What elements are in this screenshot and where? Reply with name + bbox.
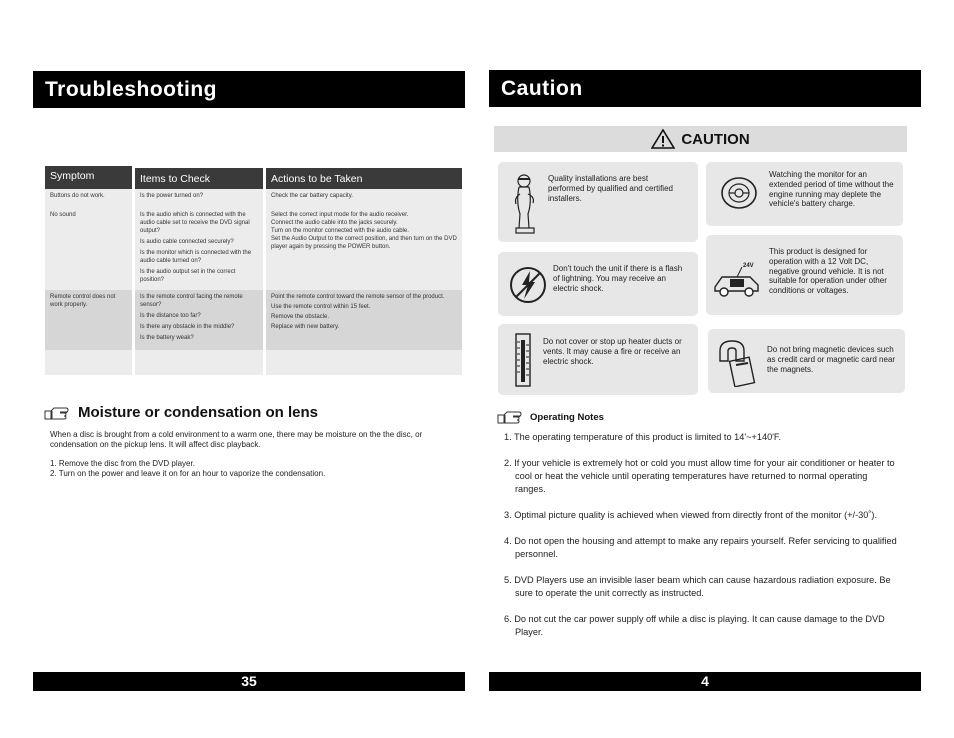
voltage-label: 24V <box>743 263 754 269</box>
action-item: Select the correct input mode for the audio receiver. <box>271 212 409 218</box>
check-item: Is the monitor which is connected with the audio cable turned on? <box>140 250 252 264</box>
thermometer-icon <box>514 332 532 388</box>
caution-label: CAUTION <box>681 130 750 148</box>
page-number: 35 <box>241 673 257 689</box>
no-lightning-icon <box>508 265 548 305</box>
caution-text: Quality installations are best performed by qualified and certified installers. <box>548 174 673 203</box>
table-row <box>45 189 462 208</box>
empty-cell <box>135 350 263 375</box>
empty-cell <box>45 350 132 375</box>
operating-notes-title: Operating Notes <box>530 411 604 423</box>
moisture-heading <box>44 404 318 421</box>
symptom-cell: No sound <box>45 208 132 290</box>
column-header-symptom: Symptom <box>45 166 132 189</box>
caution-header <box>489 70 921 107</box>
action-item: Point the remote control toward the remote sensor of the product. <box>271 294 445 300</box>
check-item: Is the distance too far? <box>140 313 201 319</box>
caution-text: Do not cover or stop up heater ducts or vents. It may cause a fire or receive an electric shock. <box>543 337 682 366</box>
actions-cell <box>266 208 462 290</box>
page-title: Caution <box>501 77 583 100</box>
column-header-checks: Items to Check <box>135 168 263 189</box>
pointing-hand-icon <box>497 409 527 425</box>
action-item: Connect the audio cable into the jacks securely. <box>271 220 398 226</box>
moisture-title: Moisture or condensation on lens <box>78 404 319 421</box>
caution-text: Do not bring magnetic devices such as credit card or magnetic card near the magnets. <box>767 345 896 374</box>
actions-cell <box>266 290 462 350</box>
check-item: Is the power turned on? <box>140 193 204 199</box>
caution-text: Don't touch the unit if there is a flash of lightning. You may receive an electric shock. <box>553 264 683 293</box>
check-item: Is there any obstacle in the middle? <box>140 324 235 330</box>
action-item: Set the Audio Output to the correct position, and then turn on the DVD player again by pressing the POWER button. <box>271 236 457 250</box>
list-item: 2. If your vehicle is extremely hot or cold you must allow time for your air conditioner or heater to cool or heat the vehicle until operating temperatures have returned to normal operating ranges. <box>504 458 895 494</box>
action-item: Remove the obstacle. <box>271 314 330 320</box>
installer-figure-icon <box>510 172 540 234</box>
caution-card-battery <box>706 162 903 226</box>
checks-cell <box>135 189 263 208</box>
list-item: 4. Do not open the housing and attempt to make any repairs yourself. Refer servicing to qualified personnel. <box>504 536 897 559</box>
caution-card-lightning <box>498 252 698 316</box>
check-item: Is the audio which is connected with the audio cable set to receive the DVD signal output? <box>140 212 250 234</box>
moisture-body <box>50 430 450 478</box>
action-item: Use the remote control within 15 feet. <box>271 304 371 310</box>
actions-cell <box>266 189 462 208</box>
list-item: 6. Do not cut the car power supply off while a disc is playing. It can cause damage to the DVD Player. <box>504 614 885 637</box>
check-item: Is the remote control facing the remote sensor? <box>140 294 243 308</box>
operating-notes-heading <box>497 409 604 425</box>
operating-notes-list <box>504 431 899 652</box>
page-number: 4 <box>701 673 709 689</box>
action-item: Check the car battery capacity. <box>271 193 353 199</box>
caution-text: Watching the monitor for an extended period of time without the engine running may deplete the vehicle's battery charge. <box>769 170 894 209</box>
moisture-step: 2. Turn on the power and leave it on for an hour to vaporize the condensation. <box>50 468 326 478</box>
column-header-actions: Actions to be Taken <box>266 168 462 189</box>
page-title: Troubleshooting <box>45 78 217 101</box>
steering-wheel-icon <box>718 172 760 214</box>
action-item: Turn on the monitor connected with the audio cable. <box>271 228 409 234</box>
checks-cell <box>135 290 263 350</box>
car-battery-icon <box>712 257 762 299</box>
check-item: Is the audio output set in the correct position? <box>140 269 236 283</box>
table-row <box>45 290 462 350</box>
troubleshooting-table <box>45 166 462 375</box>
caution-card-magnets <box>708 329 905 393</box>
magnetic-card-icon <box>714 335 758 387</box>
table-header <box>45 166 462 189</box>
symptom-cell: Buttons do not work. <box>45 189 132 208</box>
pointing-hand-icon <box>44 405 74 421</box>
table-row <box>45 208 462 290</box>
caution-text: This product is designed for operation with a 12 Volt DC, negative ground vehicle. It is not suitable for operation under other conditions or voltages. <box>769 247 887 296</box>
moisture-intro: When a disc is brought from a cold environment to a warm one, there may be moisture on the the disc, or condensation on the pickup lens. It will affect disc playback. <box>50 430 423 449</box>
checks-cell <box>135 208 263 290</box>
action-item: Replace with new battery. <box>271 324 340 330</box>
check-item: Is audio cable connected securely? <box>140 239 234 245</box>
moisture-step: 1. Remove the disc from the DVD player. <box>50 459 195 468</box>
symptom-cell: Remote control does not work properly. <box>45 290 132 350</box>
caution-card-heater <box>498 324 698 395</box>
list-item: 1. The operating temperature of this product is limited to 14'~+140'F. <box>504 432 782 442</box>
list-item: 5. DVD Players use an invisible laser beam which can cause hazardous radiation exposure. Be sure to operate the unit correctly as instructed. <box>504 575 891 598</box>
caution-card-voltage <box>706 235 903 315</box>
page-number-bar <box>489 672 921 691</box>
caution-card-installers <box>498 162 698 242</box>
caution-banner <box>494 126 907 152</box>
page-number-bar <box>33 672 465 691</box>
troubleshooting-header <box>33 71 465 108</box>
empty-cell <box>266 350 462 375</box>
table-row-empty <box>45 350 462 375</box>
check-item: Is the battery weak? <box>140 335 194 341</box>
list-item: 3. Optimal picture quality is achieved when viewed from directly front of the monitor (+/-30˚). <box>504 510 878 520</box>
warning-triangle-icon <box>651 129 675 149</box>
